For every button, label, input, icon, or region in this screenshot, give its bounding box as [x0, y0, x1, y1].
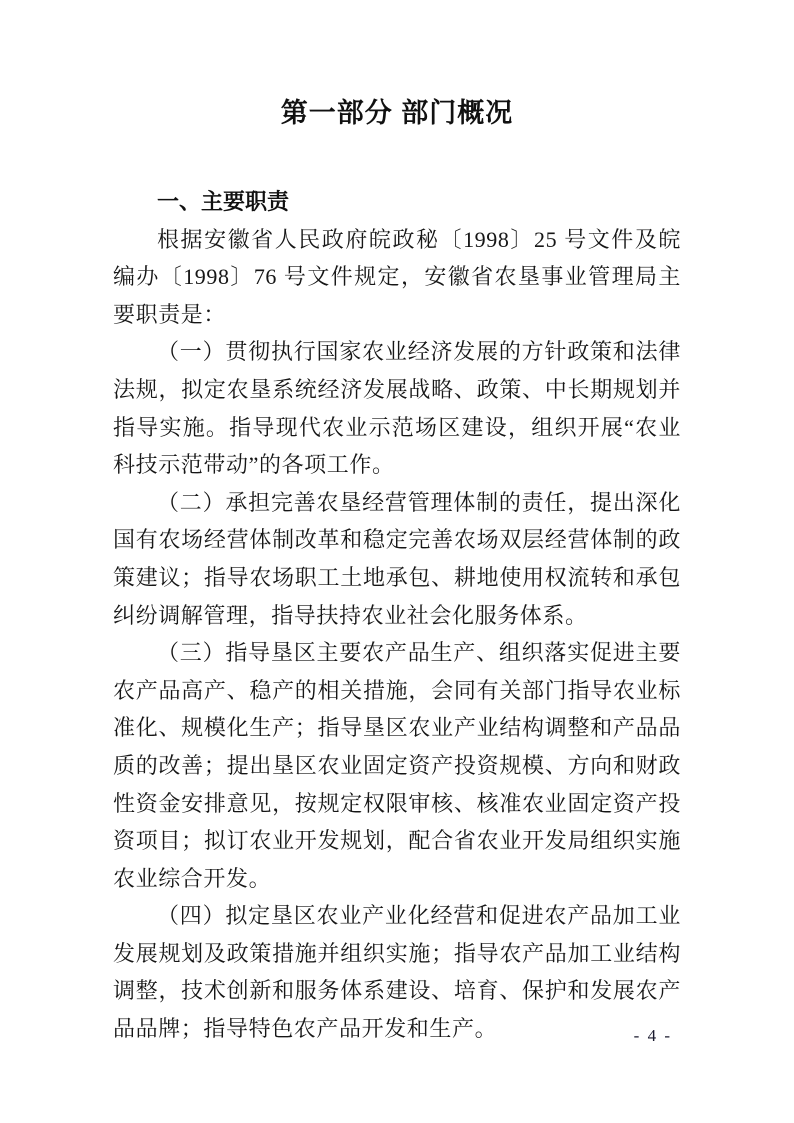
paragraph: （三）指导垦区主要农产品生产、组织落实促进主要农产品高产、稳产的相关措施，会同有关部门指导农业标准化、规模化生产；指导垦区农业产业结构调整和产品品质的改善；提出垦区农业固定资产投资规模、方向和财政性资金安排意见，按规定权限审核、核准农业固定资产投资项目；拟订农业开发规划，配合省农业开发局组织实施农业综合开发。 — [113, 640, 681, 891]
page-title: 第一部分 部门概况 — [280, 98, 514, 128]
paragraph: （一）贯彻执行国家农业经济发展的方针政策和法律法规，拟定农垦系统经济发展战略、政策、中长期规划并指导实施。指导现代农业示范场区建设，组织开展“农业科技示范带动”的各项工作。 — [113, 339, 681, 478]
paragraph: （四）拟定垦区农业产业化经营和促进农产品加工业发展规划及政策措施并组织实施；指导农产品加工业结构调整，技术创新和服务体系建设、培育、保护和发展农产品品牌；指导特色农产品开发和生产。 — [113, 903, 681, 1042]
page-number: - 4 - — [633, 1026, 672, 1045]
body-text — [113, 221, 681, 1048]
content-area — [113, 95, 681, 1048]
paragraph: 根据安徽省人民政府皖政秘〔1998〕25 号文件及皖编办〔1998〕76 号文件规定，安徽省农垦事业管理局主要职责是： — [113, 226, 681, 327]
section-heading: 一、主要职责 — [157, 189, 290, 214]
paragraph: （二）承担完善农垦经营管理体制的责任，提出深化国有农场经营体制改革和稳定完善农场双层经营体制的政策建议；指导农场职工土地承包、耕地使用权流转和承包纠纷调解管理，指导扶持农业社会化服务体系。 — [113, 489, 681, 628]
